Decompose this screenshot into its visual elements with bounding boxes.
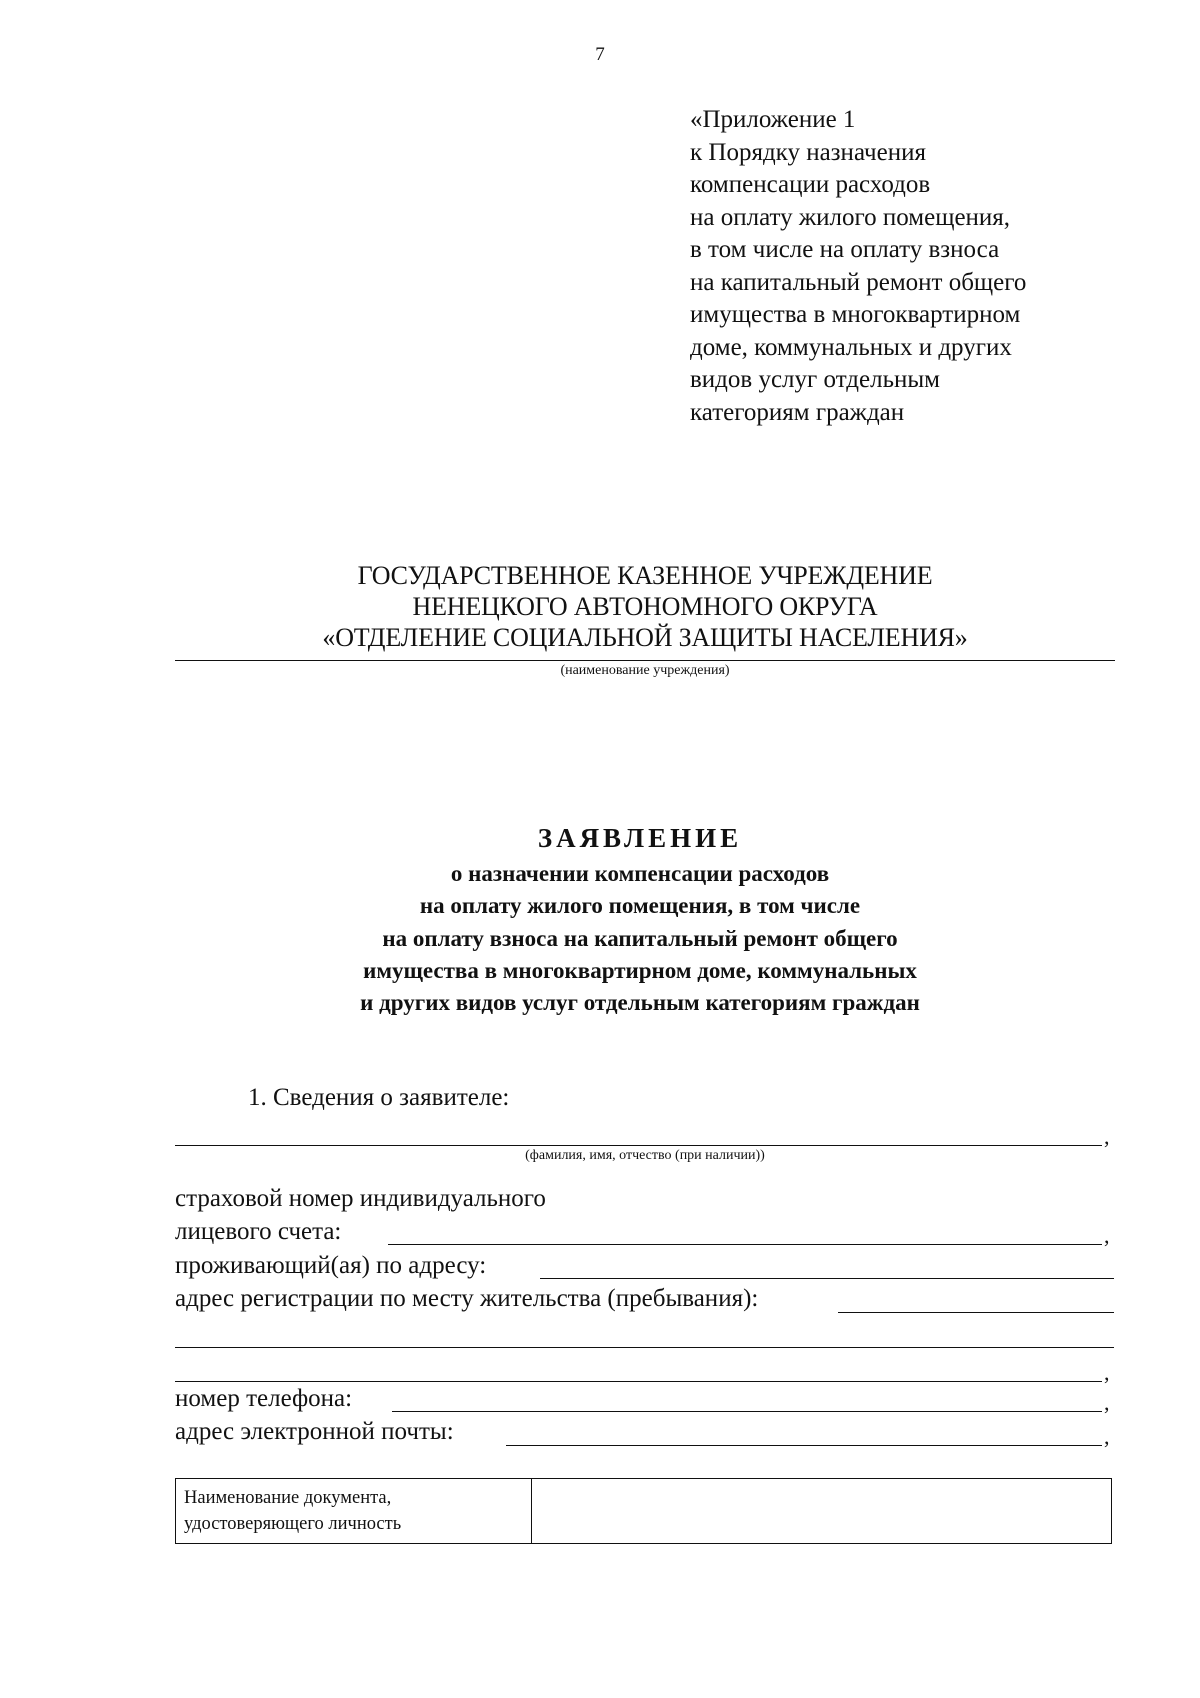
- appendix-line: «Приложение 1: [690, 106, 856, 133]
- appendix-line: к Порядку назначения: [690, 138, 926, 166]
- snils-field[interactable]: [388, 1244, 1102, 1245]
- id-document-label-line: Наименование документа,: [184, 1488, 392, 1508]
- phone-comma: ,: [1104, 1390, 1110, 1415]
- subtitle-line: на оплату взноса на капитальный ремонт общего: [382, 925, 898, 951]
- email-field[interactable]: [506, 1445, 1102, 1446]
- appendix-line: на капитальный ремонт общего: [690, 268, 1027, 296]
- phone-label: номер телефона:: [175, 1385, 353, 1412]
- appendix-reference: [690, 104, 1026, 429]
- email-comma: ,: [1104, 1424, 1110, 1449]
- document-subtitle: [0, 858, 1200, 1019]
- institution-caption: (наименование учреждения): [560, 663, 730, 678]
- appendix-line: категориям граждан: [690, 398, 905, 426]
- address-label: проживающий(ая) по адресу:: [175, 1252, 487, 1279]
- snils-label-line1: страховой номер индивидуального: [175, 1185, 546, 1212]
- id-document-label-line: удостоверяющего личность: [184, 1514, 402, 1534]
- id-document-value-cell[interactable]: [532, 1479, 1111, 1543]
- subtitle-line: на оплату жилого помещения, в том числе: [419, 893, 861, 919]
- institution-line: НЕНЕЦКОГО АВТОНОМНОГО ОКРУГА: [412, 592, 878, 621]
- institution-name: [0, 560, 1200, 653]
- document-title: ЗАЯВЛЕНИЕ: [537, 823, 743, 853]
- appendix-line: компенсации расходов: [690, 171, 931, 198]
- address-field[interactable]: [540, 1278, 1114, 1279]
- phone-field[interactable]: [392, 1411, 1102, 1412]
- fio-caption: (фамилия, имя, отчество (при наличии)): [525, 1148, 765, 1163]
- subtitle-line: о назначении компенсации расходов: [450, 861, 830, 886]
- registration-field-line3[interactable]: [175, 1381, 1102, 1382]
- snils-comma: ,: [1104, 1223, 1110, 1248]
- section-applicant-heading: 1. Сведения о заявителе:: [248, 1084, 510, 1111]
- registration-comma: ,: [1104, 1360, 1110, 1385]
- institution-line: ГОСУДАРСТВЕННОЕ КАЗЕННОЕ УЧРЕЖДЕНИЕ: [357, 561, 933, 590]
- page-number: 7: [595, 44, 605, 65]
- id-document-label: [176, 1479, 532, 1543]
- appendix-line: в том числе на оплату взноса: [690, 236, 1000, 263]
- email-label: адрес электронной почты:: [175, 1418, 454, 1445]
- fio-field[interactable]: [175, 1145, 1102, 1146]
- id-document-table: [175, 1478, 1112, 1544]
- subtitle-line: и других видов услуг отдельным категориям граждан: [360, 990, 920, 1016]
- fio-comma: ,: [1104, 1124, 1110, 1149]
- appendix-line: видов услуг отдельным: [690, 366, 940, 393]
- registration-field[interactable]: [838, 1312, 1114, 1313]
- subtitle-line: имущества в многоквартирном доме, коммунальных: [363, 957, 917, 983]
- appendix-line: на оплату жилого помещения,: [690, 203, 1011, 231]
- appendix-line: имущества в многоквартирном: [690, 301, 1021, 328]
- institution-line: «ОТДЕЛЕНИЕ СОЦИАЛЬНОЙ ЗАЩИТЫ НАСЕЛЕНИЯ»: [322, 623, 968, 652]
- appendix-line: доме, коммунальных и других: [690, 333, 1012, 361]
- snils-label-line2: лицевого счета:: [175, 1218, 342, 1245]
- registration-label: адрес регистрации по месту жительства (пребывания):: [175, 1285, 759, 1312]
- institution-underline: [175, 660, 1115, 661]
- registration-field-line2[interactable]: [175, 1347, 1114, 1348]
